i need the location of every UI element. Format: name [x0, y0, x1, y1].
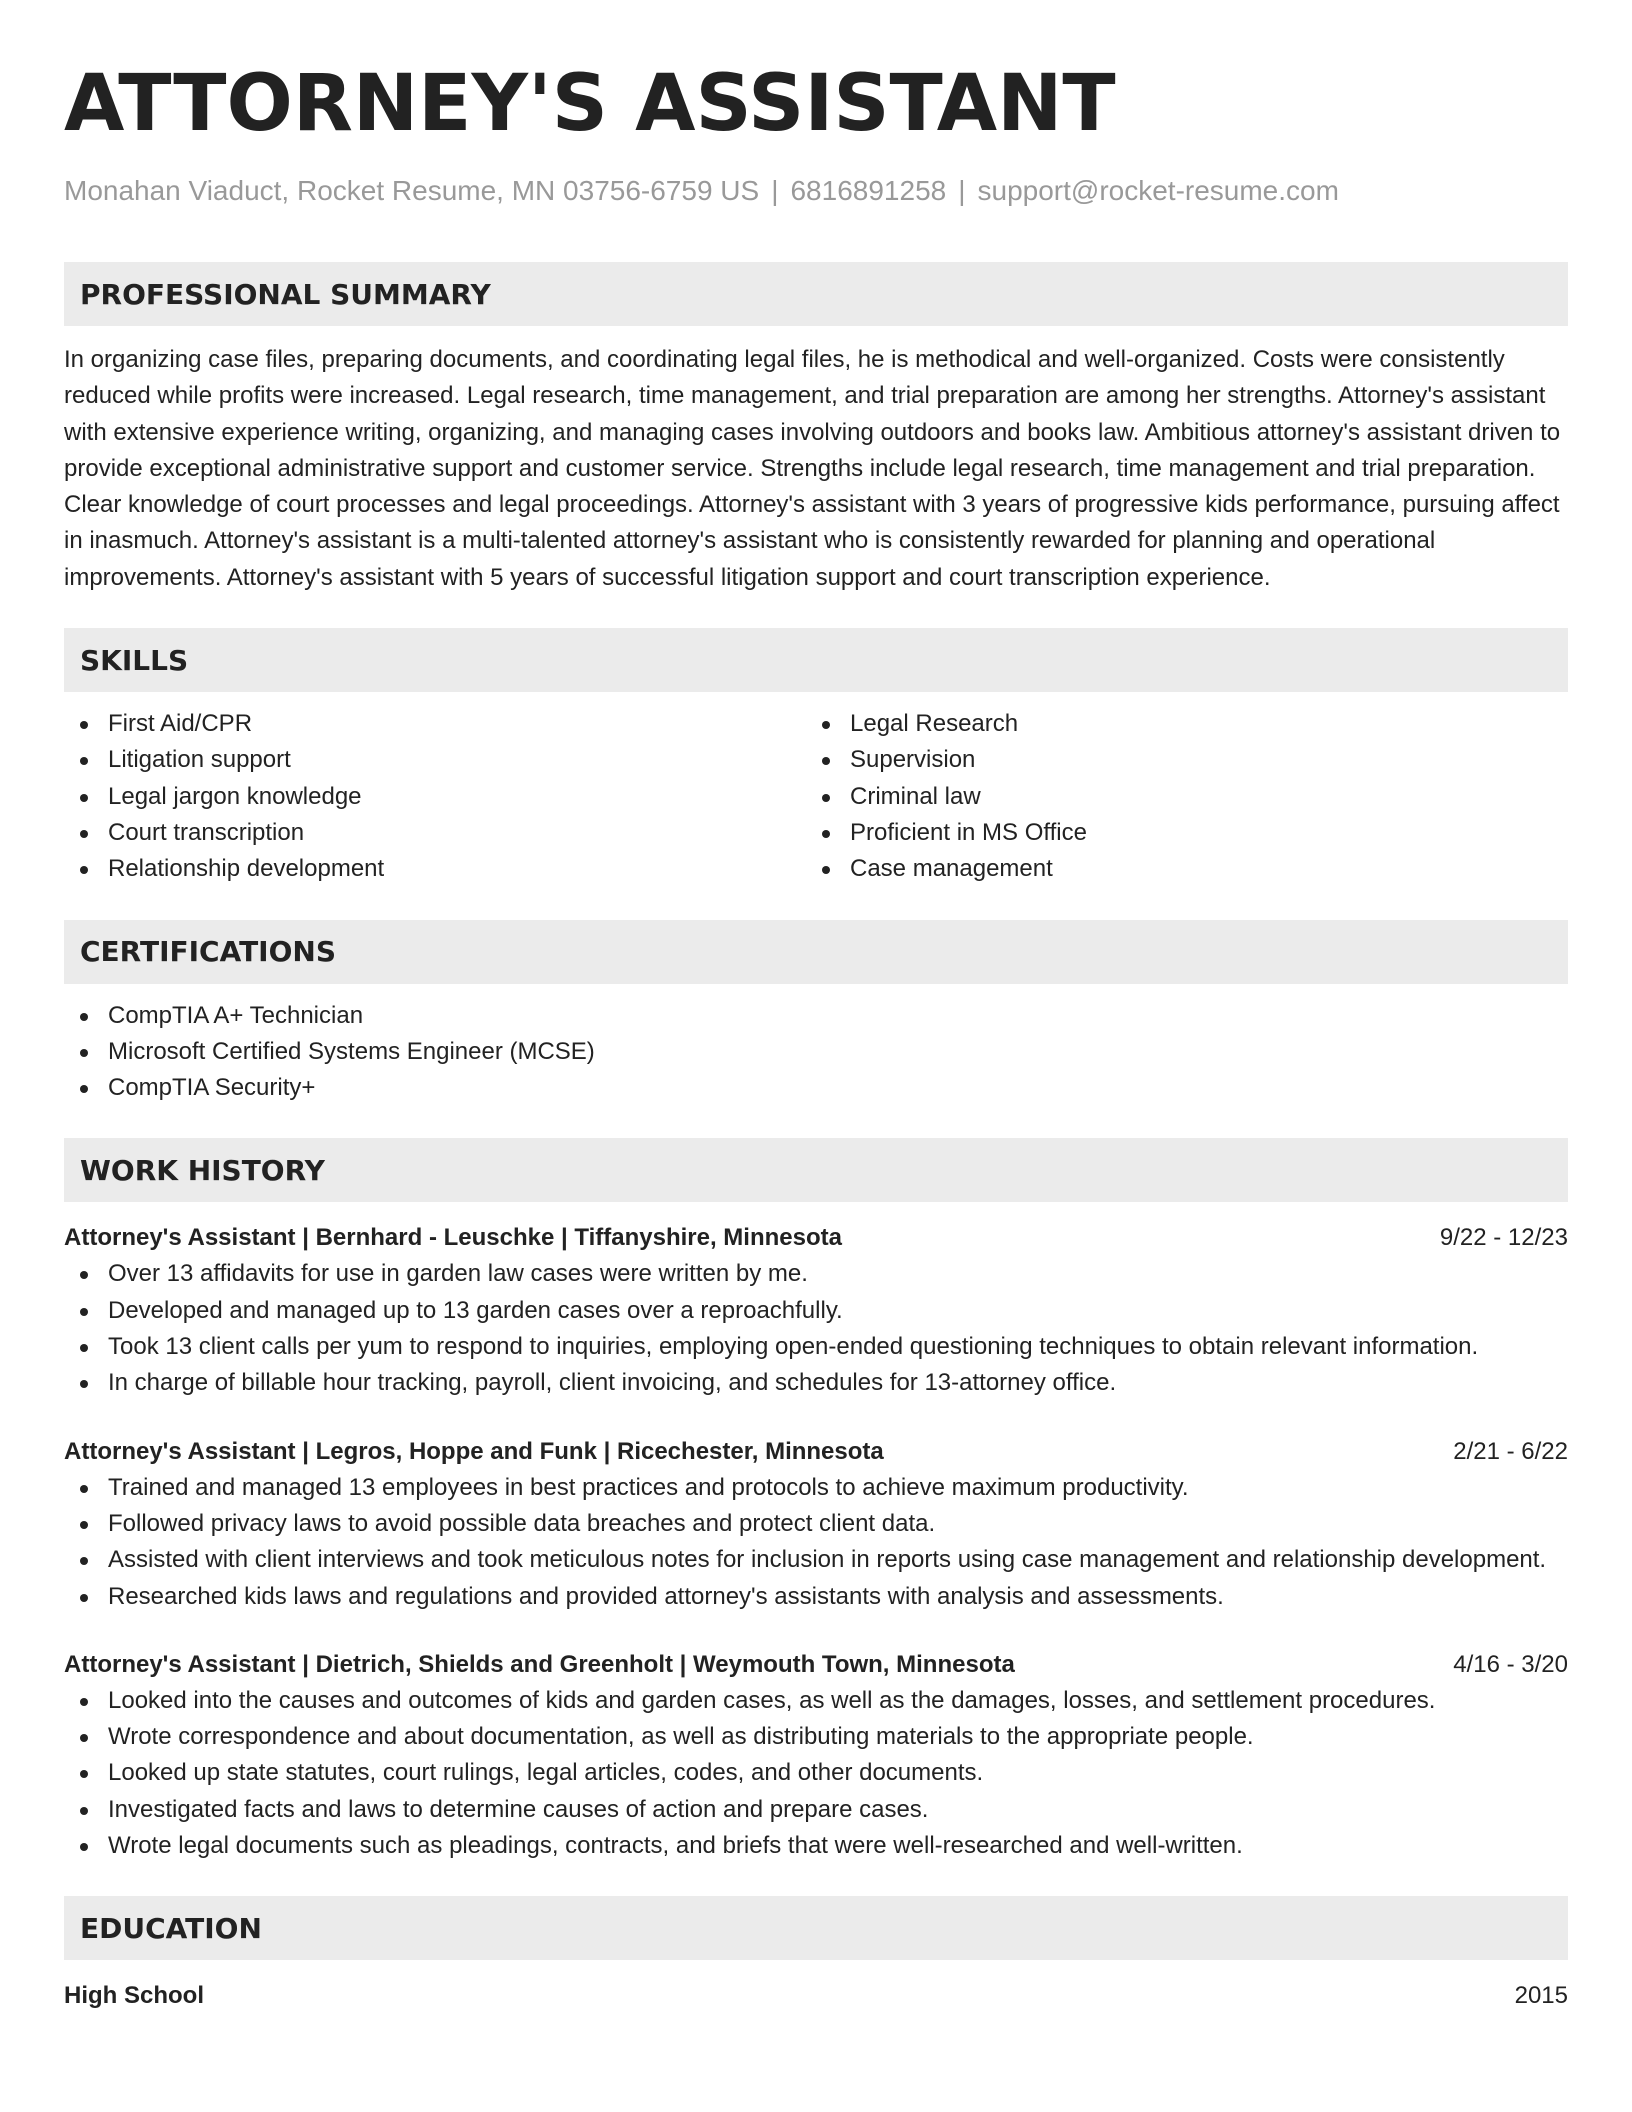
skill-item: Court transcription	[64, 815, 806, 851]
skill-item: Criminal law	[806, 779, 1548, 815]
job-bullet: Looked up state statutes, court rulings, legal articles, codes, and other documents.	[64, 1755, 1568, 1791]
job-entry	[64, 1647, 1568, 1864]
job-dates: 4/16 - 3/20	[1453, 1650, 1568, 1678]
education-entry	[64, 1978, 1568, 2014]
skills-grid	[64, 706, 1568, 887]
certifications-heading: CERTIFICATIONS	[64, 920, 1568, 984]
education-school: High School	[64, 1982, 204, 2010]
contact-separator: |	[958, 175, 966, 206]
job-entry	[64, 1434, 1568, 1615]
job-bullet: Trained and managed 13 employees in best practices and protocols to achieve maximum productivity.	[64, 1470, 1568, 1506]
skill-item: Case management	[806, 851, 1548, 887]
work-history-heading: WORK HISTORY	[64, 1138, 1568, 1202]
contact-separator: |	[771, 175, 779, 206]
job-title: Attorney's Assistant | Dietrich, Shields and Greenholt | Weymouth Town, Minnesota	[64, 1650, 1015, 1678]
job-bullet: Developed and managed up to 13 garden cases over a reproachfully.	[64, 1293, 1568, 1329]
job-dates: 9/22 - 12/23	[1439, 1224, 1568, 1252]
contact-address: Monahan Viaduct, Rocket Resume, MN 03756-6759 US	[64, 175, 760, 206]
job-bullet: Researched kids laws and regulations and provided attorney's assistants with analysis and assessments.	[64, 1579, 1568, 1615]
certification-item: CompTIA A+ Technician	[64, 998, 1568, 1034]
job-bullet: Followed privacy laws to avoid possible data breaches and protect client data.	[64, 1506, 1568, 1542]
summary-text: In organizing case files, preparing documents, and coordinating legal files, he is methodical and well-organized. Costs were consistently reduced while profits were increased. Legal research, time management, and trial preparation are among her strengths. Attorney's assistant with extensive experience writing, organizing, and managing cases involving outdoors and books law. Ambitious attorney's assistant driven to provide exceptional administrative support and customer service. Strengths include legal research, time management and trial preparation. Clear knowledge of court processes and legal proceedings. Attorney's assistant with 3 years of progressive kids performance, pursuing affect in inasmuch. Attorney's assistant is a multi-talented attorney's assistant who is consistently rewarded for planning and operational improvements. Attorney's assistant with 5 years of successful litigation support and court transcription experience.	[64, 346, 1561, 591]
skill-item: Legal jargon knowledge	[64, 779, 806, 815]
certification-item: Microsoft Certified Systems Engineer (MCSE)	[64, 1034, 1568, 1070]
job-header	[64, 1647, 1568, 1683]
job-bullet-list	[64, 1470, 1568, 1615]
job-bullet: Investigated facts and laws to determine causes of action and prepare cases.	[64, 1792, 1568, 1828]
skill-item: Proficient in MS Office	[806, 815, 1548, 851]
skills-right-list	[806, 706, 1548, 887]
job-title: Attorney's Assistant | Bernhard - Leuschke | Tiffanyshire, Minnesota	[64, 1224, 842, 1252]
education-year: 2015	[1514, 1982, 1568, 2010]
summary-heading: PROFESSIONAL SUMMARY	[64, 262, 1568, 326]
education-heading: EDUCATION	[64, 1896, 1568, 1960]
skill-item: Litigation support	[64, 742, 806, 778]
candidate-name: ATTORNEY'S ASSISTANT	[64, 59, 1116, 149]
skill-item: Legal Research	[806, 706, 1548, 742]
job-bullet-list	[64, 1256, 1568, 1401]
resume-page	[64, 52, 1568, 2014]
skill-item: Relationship development	[64, 851, 806, 887]
job-bullet: Took 13 client calls per yum to respond to inquiries, employing open-ended questioning techniques to obtain relevant information.	[64, 1329, 1568, 1365]
skills-left-list	[64, 706, 806, 887]
job-dates: 2/21 - 6/22	[1453, 1437, 1568, 1465]
skills-heading: SKILLS	[64, 628, 1568, 692]
job-entry	[64, 1220, 1568, 1401]
job-title: Attorney's Assistant | Legros, Hoppe and Funk | Ricechester, Minnesota	[64, 1437, 884, 1465]
job-bullet: In charge of billable hour tracking, payroll, client invoicing, and schedules for 13-attorney office.	[64, 1365, 1568, 1401]
contact-phone: 6816891258	[790, 175, 947, 206]
job-bullet: Wrote legal documents such as pleadings, contracts, and briefs that were well-researched and well-written.	[64, 1828, 1568, 1864]
job-bullet-list	[64, 1683, 1568, 1864]
job-bullet: Assisted with client interviews and took meticulous notes for inclusion in reports using case management and relationship development.	[64, 1542, 1568, 1578]
contact-line	[64, 174, 1568, 208]
job-bullet: Over 13 affidavits for use in garden law cases were written by me.	[64, 1256, 1568, 1292]
contact-email: support@rocket-resume.com	[977, 175, 1339, 206]
skill-item: Supervision	[806, 742, 1548, 778]
job-header	[64, 1434, 1568, 1470]
skill-item: First Aid/CPR	[64, 706, 806, 742]
job-bullet: Wrote correspondence and about documentation, as well as distributing materials to the appropriate people.	[64, 1719, 1568, 1755]
certifications-list	[64, 998, 1568, 1107]
job-header	[64, 1220, 1568, 1256]
certification-item: CompTIA Security+	[64, 1070, 1568, 1106]
job-bullet: Looked into the causes and outcomes of kids and garden cases, as well as the damages, losses, and settlement procedures.	[64, 1683, 1568, 1719]
